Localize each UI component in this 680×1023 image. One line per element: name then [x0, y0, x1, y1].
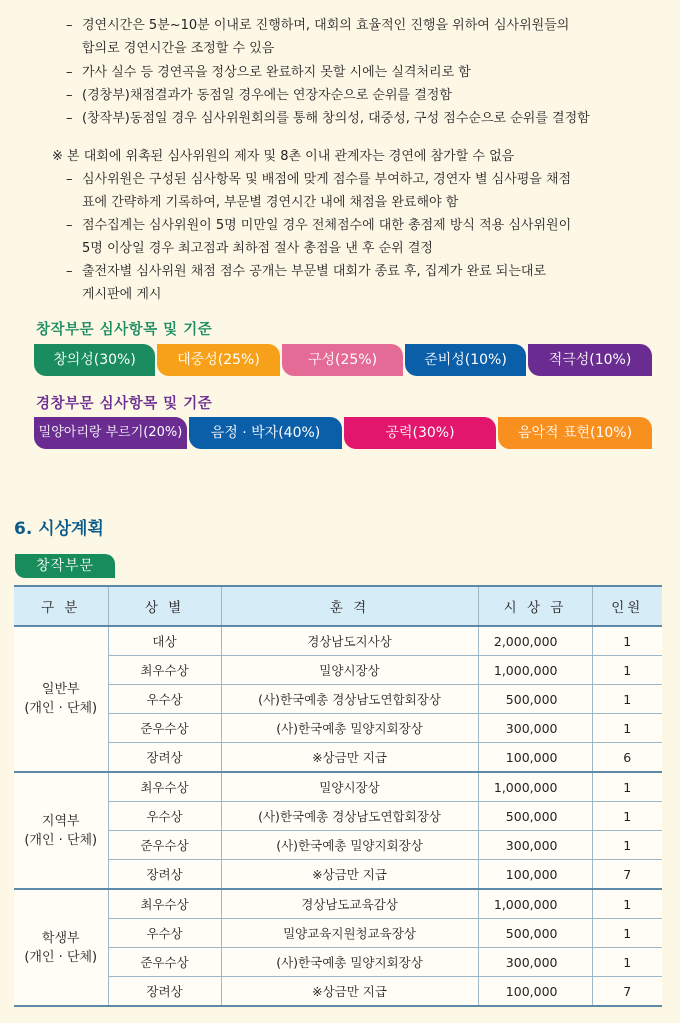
count-cell: 1	[592, 802, 662, 831]
table-row	[14, 919, 662, 948]
section-badge: 창작부문	[15, 554, 115, 578]
creative-criteria-bar	[34, 344, 654, 376]
rule-text-cont: 게시판에 게시	[82, 287, 162, 302]
table-row	[14, 656, 662, 685]
rule-text: (경창부)채점결과가 동점일 경우에는 연장자순으로 순위를 결정함	[82, 88, 452, 103]
prize-cell: 300,000	[478, 714, 592, 743]
table-row	[14, 772, 662, 802]
criteria-segment: 준비성(10%)	[405, 344, 526, 376]
count-cell: 1	[592, 772, 662, 802]
rule-text: 경연시간은 5분~10분 이내로 진행하며, 대회의 효율적인 진행을 위하여 심사위원들의	[82, 18, 570, 33]
honor-cell: (사)한국예총 경상남도연합회장상	[221, 685, 478, 714]
eligibility-note: ※ 본 대회에 위촉된 심사위원의 제자 및 8촌 이내 관계자는 경연에 참가할 수 없음	[52, 149, 515, 164]
criteria-segment: 음악적 표현(10%)	[498, 417, 652, 449]
honor-cell: ※상금만 지급	[221, 860, 478, 890]
group-subname: (개인 · 단체)	[24, 949, 98, 965]
rule-dash: –	[66, 218, 73, 233]
rule-text-cont: 표에 간략하게 기록하여, 부문별 경연시간 내에 채점을 완료해야 함	[82, 195, 459, 210]
count-cell: 1	[592, 948, 662, 977]
count-cell: 7	[592, 977, 662, 1007]
rule-text: 가사 실수 등 경연곡을 정상으로 완료하지 못할 시에는 실격처리로 함	[82, 65, 471, 80]
count-cell: 1	[592, 889, 662, 919]
table-row	[14, 714, 662, 743]
criteria-segment: 구성(25%)	[282, 344, 403, 376]
honor-cell: (사)한국예총 밀양지회장상	[221, 831, 478, 860]
award-cell: 우수상	[108, 685, 221, 714]
header-category: 구 분	[14, 586, 108, 626]
honor-cell: 경상남도지사상	[221, 626, 478, 656]
criteria-segment: 공력(30%)	[344, 417, 496, 449]
award-cell: 우수상	[108, 919, 221, 948]
honor-cell: 밀양시장상	[221, 656, 478, 685]
count-cell: 1	[592, 685, 662, 714]
table-row	[14, 626, 662, 656]
honor-cell: ※상금만 지급	[221, 977, 478, 1007]
criteria-segment: 음정 · 박자(40%)	[189, 417, 342, 449]
section-heading: 6. 시상계획	[14, 519, 104, 539]
count-cell: 1	[592, 656, 662, 685]
singing-criteria-bar	[34, 417, 654, 449]
honor-cell: (사)한국예총 경상남도연합회장상	[221, 802, 478, 831]
rule-dash: –	[66, 65, 73, 80]
count-cell: 7	[592, 860, 662, 890]
header-prize: 시 상 금	[478, 586, 592, 626]
honor-cell: (사)한국예총 밀양지회장상	[221, 714, 478, 743]
award-cell: 준우수상	[108, 714, 221, 743]
prize-cell: 100,000	[478, 743, 592, 773]
award-cell: 대상	[108, 626, 221, 656]
prize-cell: 1,000,000	[478, 656, 592, 685]
table-row	[14, 685, 662, 714]
award-cell: 최우수상	[108, 656, 221, 685]
rule-dash: –	[66, 264, 73, 279]
count-cell: 1	[592, 626, 662, 656]
rule-text-cont: 합의로 경연시간을 조정할 수 있음	[82, 41, 275, 56]
prize-cell: 2,000,000	[478, 626, 592, 656]
award-cell: 최우수상	[108, 889, 221, 919]
rule-text-cont: 5명 이상일 경우 최고점과 최하점 절사 총점을 낸 후 순위 결정	[82, 241, 433, 256]
rule-text: 심사위원은 구성된 심사항목 및 배점에 맞게 점수를 부여하고, 경연자 별 심사평을 채점	[82, 172, 572, 187]
criteria-segment: 적극성(10%)	[528, 344, 652, 376]
award-cell: 장려상	[108, 860, 221, 890]
header-award: 상 별	[108, 586, 221, 626]
prize-cell: 100,000	[478, 977, 592, 1007]
group-name: 학생부	[41, 930, 80, 946]
prize-cell: 500,000	[478, 919, 592, 948]
prize-cell: 100,000	[478, 860, 592, 890]
table-row	[14, 860, 662, 890]
awards-table	[14, 585, 662, 1007]
table-row	[14, 977, 662, 1007]
creative-criteria-title: 창작부문 심사항목 및 기준	[36, 322, 213, 338]
honor-cell: 경상남도교육감상	[221, 889, 478, 919]
award-cell: 장려상	[108, 977, 221, 1007]
criteria-segment: 밀양아리랑 부르기(20%)	[34, 417, 187, 449]
group-name: 일반부	[41, 682, 80, 697]
count-cell: 1	[592, 831, 662, 860]
prize-cell: 1,000,000	[478, 889, 592, 919]
group-subname: (개인 · 단체)	[24, 832, 98, 848]
count-cell: 6	[592, 743, 662, 773]
table-row	[14, 948, 662, 977]
count-cell: 1	[592, 919, 662, 948]
count-cell: 1	[592, 714, 662, 743]
header-count: 인원	[592, 586, 662, 626]
rule-text: 출전자별 심사위원 채점 점수 공개는 부문별 대회가 종료 후, 집계가 완료 되는대로	[82, 264, 547, 279]
table-header-row	[14, 586, 662, 626]
table-row	[14, 831, 662, 860]
award-cell: 우수상	[108, 802, 221, 831]
award-cell: 준우수상	[108, 831, 221, 860]
table-row	[14, 889, 662, 919]
prize-cell: 500,000	[478, 685, 592, 714]
prize-cell: 1,000,000	[478, 772, 592, 802]
rule-dash: –	[66, 88, 73, 103]
group-subname: (개인 · 단체)	[24, 701, 98, 716]
rule-text: 점수집계는 심사위원이 5명 미만일 경우 전체점수에 대한 총점제 방식 적용 심사위원이	[82, 218, 572, 233]
rule-dash: –	[66, 18, 73, 33]
group-cell	[14, 626, 108, 772]
award-cell: 준우수상	[108, 948, 221, 977]
header-honor: 훈 격	[221, 586, 478, 626]
table-row	[14, 802, 662, 831]
criteria-segment: 대중성(25%)	[157, 344, 280, 376]
rule-dash: –	[66, 111, 73, 126]
prize-cell: 300,000	[478, 831, 592, 860]
honor-cell: (사)한국예총 밀양지회장상	[221, 948, 478, 977]
award-cell: 장려상	[108, 743, 221, 773]
prize-cell: 500,000	[478, 802, 592, 831]
criteria-segment: 창의성(30%)	[34, 344, 155, 376]
group-cell	[14, 889, 108, 1006]
table-row	[14, 743, 662, 773]
honor-cell: ※상금만 지급	[221, 743, 478, 773]
singing-criteria-title: 경창부문 심사항목 및 기준	[36, 396, 213, 412]
honor-cell: 밀양시장상	[221, 772, 478, 802]
rule-text: (창작부)동점일 경우 심사위원회의를 통해 창의성, 대중성, 구성 점수순으로 순위를 결정함	[82, 111, 590, 126]
honor-cell: 밀양교육지원청교육장상	[221, 919, 478, 948]
award-cell: 최우수상	[108, 772, 221, 802]
prize-cell: 300,000	[478, 948, 592, 977]
group-name: 지역부	[41, 813, 80, 829]
rule-dash: –	[66, 172, 73, 187]
group-cell	[14, 772, 108, 889]
